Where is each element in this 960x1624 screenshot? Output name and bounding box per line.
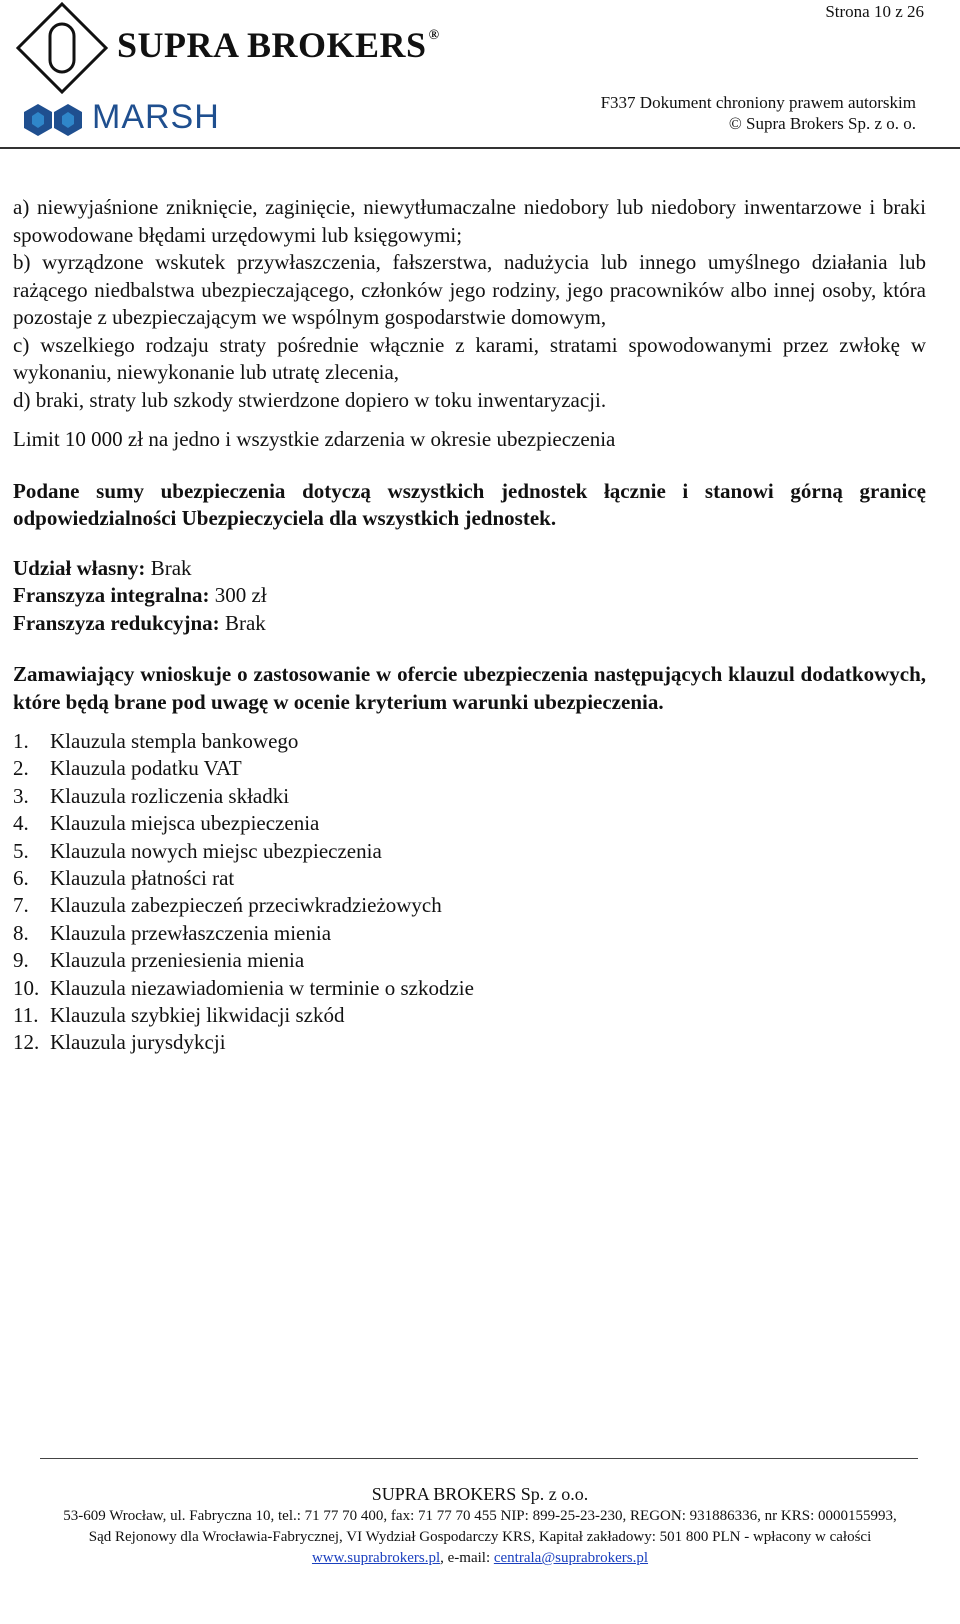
list-item bbox=[13, 947, 926, 974]
document-meta bbox=[601, 92, 916, 134]
clause-label: Klauzula nowych miejsc ubezpieczenia bbox=[50, 838, 382, 863]
reduction-franchise-value: Brak bbox=[219, 610, 266, 635]
list-item bbox=[13, 783, 926, 810]
website-link[interactable]: www.suprabrokers.pl bbox=[311, 1550, 441, 1566]
exclusion-item: d) braki, straty lub szkody stwierdzone dopiero w toku inwentaryzacji. bbox=[13, 387, 607, 412]
clauses-list bbox=[13, 728, 926, 1057]
limit-statement: Limit 10 000 zł na jedno i wszystkie zdarzenia w okresie ubezpieczenia bbox=[13, 427, 616, 451]
exclusions-list bbox=[13, 194, 926, 414]
document-body bbox=[13, 194, 926, 1057]
list-item bbox=[13, 838, 926, 865]
clause-number: 10. bbox=[13, 975, 40, 1000]
clause-number: 12. bbox=[13, 1030, 40, 1055]
clauses-intro: Zamawiający wnioskuje o zastosowanie w ofercie ubezpieczenia następujących klauzul dodatkowych, które będą brane pod uwagę w ocenie kryterium warunki ubezpieczenia. bbox=[13, 662, 926, 714]
clause-number: 3. bbox=[13, 783, 29, 808]
clause-label: Klauzula miejsca ubezpieczenia bbox=[50, 811, 320, 836]
clause-label: Klauzula zabezpieczeń przeciwkradzieżowych bbox=[50, 893, 442, 918]
supra-brokers-logo bbox=[12, 2, 452, 92]
brand-name bbox=[117, 24, 440, 66]
document-title: F337 Dokument chroniony prawem autorskim bbox=[600, 93, 916, 112]
integral-franchise-label: Franszyza integralna: bbox=[13, 583, 210, 607]
integral-franchise-value: 300 zł bbox=[209, 583, 267, 607]
copyright-notice: © Supra Brokers Sp. z o. o. bbox=[728, 114, 916, 133]
email-label: , e-mail: bbox=[440, 1550, 494, 1566]
list-item bbox=[13, 810, 926, 837]
list-item bbox=[13, 920, 926, 947]
clause-label: Klauzula podatku VAT bbox=[50, 756, 242, 781]
clause-label: Klauzula jurysdykcji bbox=[50, 1030, 226, 1055]
exclusion-item: b) wyrządzone wskutek przywłaszczenia, fałszerstwa, nadużycia lub innego umyślnego działania lub rażącego niedbalstwa ubezpieczającego, członków jego rodziny, jego pracowników albo innej osoby, która pozostaje z ubezpieczającym we wspólnym gospodarstwie domowym, bbox=[13, 250, 926, 329]
registered-mark: ® bbox=[428, 28, 440, 43]
clause-number: 6. bbox=[13, 866, 29, 891]
brand-name-text: SUPRA BROKERS bbox=[117, 25, 427, 65]
header-divider bbox=[0, 147, 960, 149]
email-link[interactable]: centrala@suprabrokers.pl bbox=[493, 1550, 649, 1566]
clause-label: Klauzula rozliczenia składki bbox=[50, 783, 290, 808]
clause-label: Klauzula przeniesienia mienia bbox=[50, 948, 305, 973]
footer bbox=[0, 1482, 960, 1569]
clause-number: 8. bbox=[13, 920, 29, 945]
list-item bbox=[13, 1002, 926, 1029]
clause-number: 7. bbox=[13, 893, 29, 918]
clause-number: 11. bbox=[13, 1003, 39, 1028]
reduction-franchise-label: Franszyza redukcyjna: bbox=[13, 610, 220, 635]
clause-number: 1. bbox=[13, 729, 29, 753]
footer-divider bbox=[40, 1458, 918, 1459]
own-share-value: Brak bbox=[145, 555, 192, 580]
list-item bbox=[13, 975, 926, 1002]
list-item bbox=[13, 1029, 926, 1056]
reduction-franchise-row bbox=[13, 610, 926, 638]
franchise-section bbox=[13, 555, 926, 638]
clause-number: 5. bbox=[13, 838, 29, 863]
own-share-label: Udział własny: bbox=[13, 555, 146, 580]
list-item bbox=[13, 892, 926, 919]
integral-franchise-row bbox=[13, 582, 926, 610]
exclusion-item: a) niewyjaśnione zniknięcie, zaginięcie, niewytłumaczalne niedobory lub niedobory inwentarzowe i braki spowodowane błędami urzędowymi lub księgowymi; bbox=[13, 195, 926, 247]
list-item bbox=[13, 755, 926, 782]
footer-address: 53-609 Wrocław, ul. Fabryczna 10, tel.: 71 77 70 400, fax: 71 77 70 455 NIP: 899-25-23-230, REGON: 931886336, nr KRS: 0000155993, bbox=[63, 1508, 897, 1524]
marsh-emblem-icon bbox=[24, 102, 84, 138]
supra-diamond-icon bbox=[16, 2, 108, 94]
footer-company: SUPRA BROKERS Sp. z o.o. bbox=[371, 1484, 589, 1504]
clause-label: Klauzula przewłaszczenia mienia bbox=[50, 920, 332, 945]
clause-label: Klauzula stempla bankowego bbox=[50, 729, 299, 753]
clause-label: Klauzula płatności rat bbox=[50, 866, 235, 891]
clause-number: 9. bbox=[13, 948, 29, 973]
clause-number: 4. bbox=[13, 811, 29, 836]
list-item bbox=[13, 728, 926, 755]
footer-court: Sąd Rejonowy dla Wrocławia-Fabrycznej, VI Wydział Gospodarczy KRS, Kapitał zakładowy: 501 800 PLN - wpłacony w całości bbox=[88, 1529, 872, 1545]
page-number: Strona 10 z 26 bbox=[825, 2, 924, 21]
clause-number: 2. bbox=[13, 756, 29, 781]
marsh-logo bbox=[24, 98, 264, 142]
footer-contact bbox=[0, 1548, 960, 1569]
clause-label: Klauzula niezawiadomienia w terminie o szkodzie bbox=[50, 975, 474, 1000]
marsh-wordmark: MARSH bbox=[92, 98, 220, 136]
exclusion-item: c) wszelkiego rodzaju straty pośrednie włącznie z karami, stratami spowodowanymi przez zwłokę w wykonaniu, niewykonanie lub utratę zlecenia, bbox=[13, 332, 926, 384]
clause-label: Klauzula szybkiej likwidacji szkód bbox=[50, 1003, 345, 1028]
sums-insured-note: Podane sumy ubezpieczenia dotyczą wszystkich jednostek łącznie i stanowi górną granicę odpowiedzialności Ubezpieczyciela dla wszystkich jednostek. bbox=[13, 478, 926, 530]
own-share-row bbox=[13, 555, 926, 583]
list-item bbox=[13, 865, 926, 892]
